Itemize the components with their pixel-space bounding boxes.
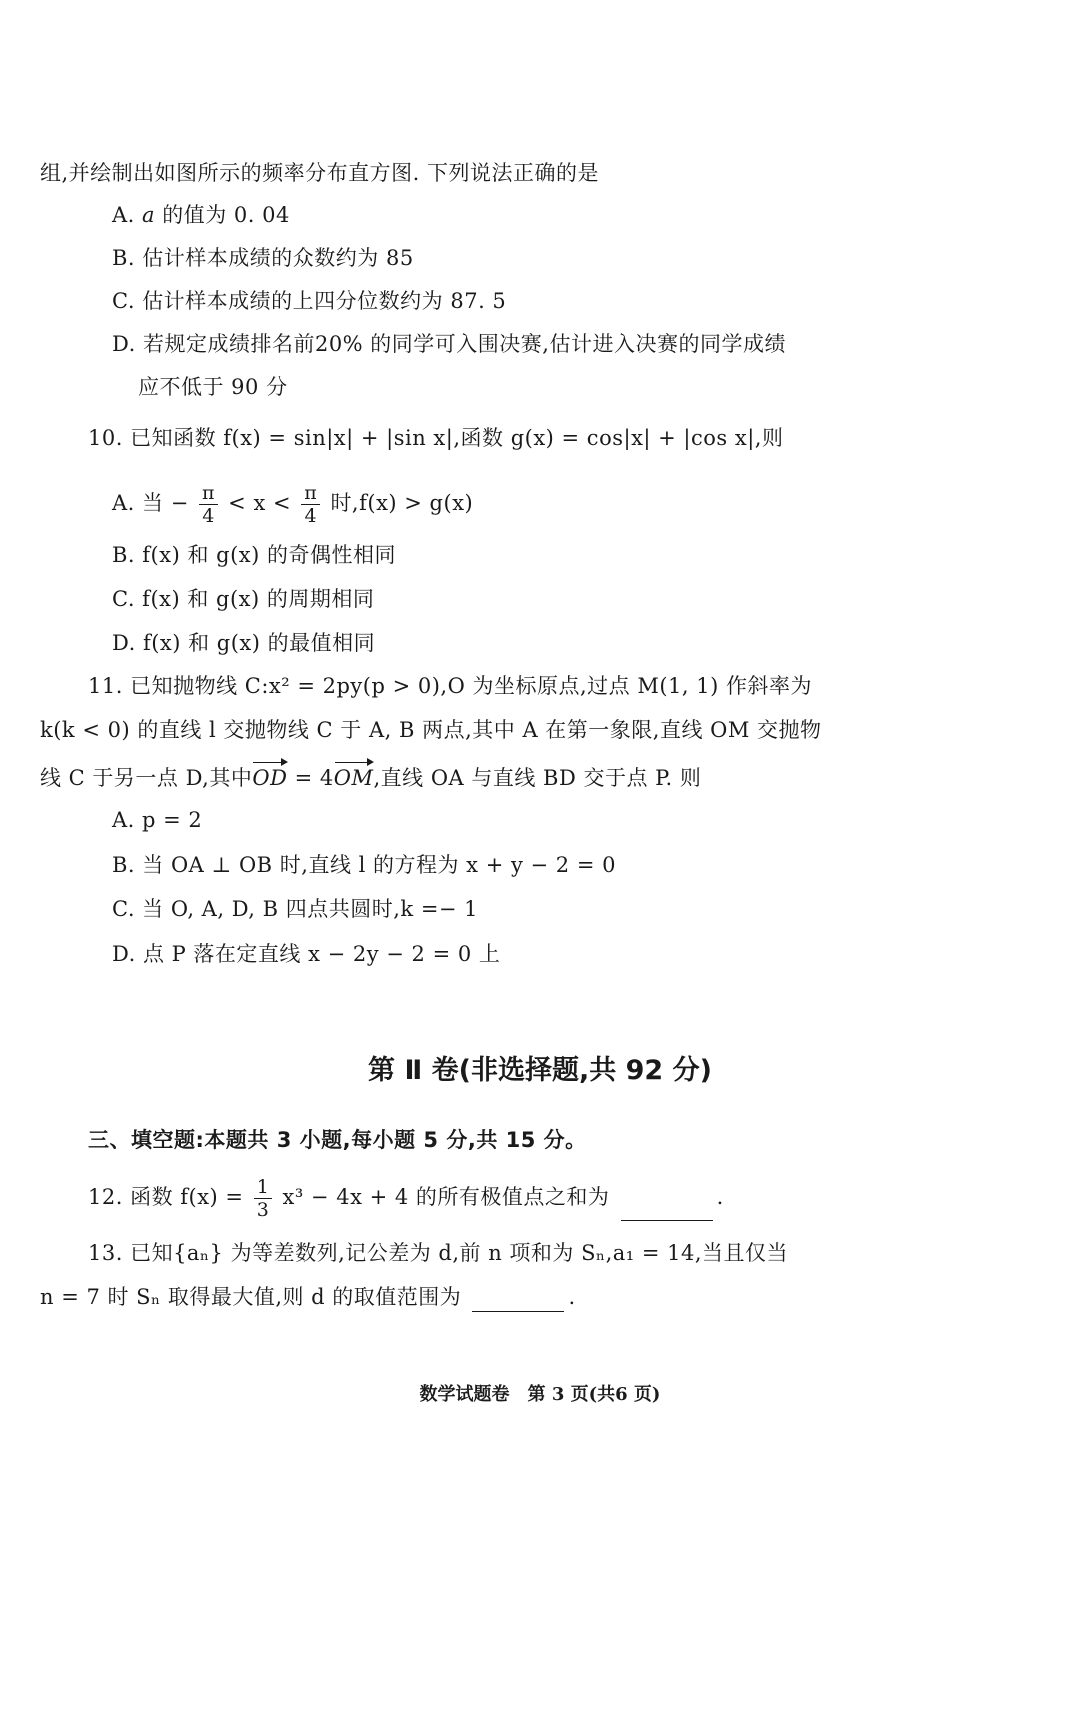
q12-frac-den: 3 [256,1199,270,1221]
q12-pre: 12. 函数 f(x) = [88,1185,244,1209]
q11-line-2: k(k < 0) 的直线 l 交抛物线 C 于 A, B 两点,其中 A 在第一象限,直线 OM 交抛物 [40,718,822,742]
q9-option-b-label: B. [112,246,136,270]
page-footer: 数学试题卷 第 3 页(共6 页) [419,1384,661,1405]
q10-option-d: D. f(x) 和 g(x) 的最值相同 [112,631,376,655]
q9-option-d-cont: 应不低于 90 分 [138,375,288,399]
q11-line-3-a: 线 C 于另一点 D,其中 [40,766,253,790]
q11-option-c: C. 当 O, A, D, B 四点共圆时,k =− 1 [112,897,479,921]
q10-frac1-den: 4 [202,505,215,527]
q10-frac2-den: 4 [304,505,318,527]
q10-option-b: B. f(x) 和 g(x) 的奇偶性相同 [112,543,396,567]
q9-option-b-text: 估计样本成绩的众数约为 85 [142,246,414,270]
q10-option-c: C. f(x) 和 g(x) 的周期相同 [112,587,375,611]
vector-od: OD [252,759,287,793]
section-title: 第 Ⅱ 卷(非选择题,共 92 分) [368,1055,712,1086]
q9-option-c [112,286,506,316]
q9-option-a-var: a [142,203,156,227]
vector-om: OM [334,759,374,793]
q10-option-a-tail: 时,f(x) > g(x) [330,491,474,515]
q9-stem-tail: 组,并绘制出如图所示的频率分布直方图. 下列说法正确的是 [40,161,600,185]
q9-option-d-text: 若规定成绩排名前20% 的同学可入围决赛,估计进入决赛的同学成绩 [142,332,786,356]
q10-frac1-num: π [199,482,218,505]
q11-line-3-b: = 4 [294,766,334,790]
q10-option-a-mid: < x < [228,491,292,515]
q11-option-d: D. 点 P 落在定直线 x − 2y − 2 = 0 上 [112,942,501,966]
q9-option-d [112,329,786,359]
q11-option-a: A. p = 2 [112,808,203,832]
q11-line-3-c: ,直线 OA 与直线 BD 交于点 P. 则 [373,766,702,790]
q12-frac-num: 1 [254,1176,273,1199]
q13-line-2-text: n = 7 时 Sₙ 取得最大值,则 d 的取值范围为 [40,1285,462,1309]
q10-stem: 10. 已知函数 f(x) = sin|x| + |sin x|,函数 g(x) = cos|x| + |cos x|,则 [88,426,784,450]
q10-option-a [112,482,473,527]
q12-fraction [254,1176,273,1221]
q11-line-3 [40,759,701,793]
q12-answer-blank[interactable] [621,1198,713,1221]
part3-heading: 三、填空题:本题共 3 小题,每小题 5 分,共 15 分。 [88,1128,587,1152]
q9-option-c-text: 估计样本成绩的上四分位数约为 87. 5 [142,289,507,313]
q10-option-a-label: A. 当 − [112,491,189,515]
q13-answer-blank[interactable] [472,1289,564,1312]
q9-option-a-text: 的值为 0. 04 [162,203,290,227]
q9-option-d-label: D. [112,332,136,356]
q9-option-a-label: A. [112,203,135,227]
q12 [88,1176,724,1221]
q10-fraction-1 [199,482,218,527]
q9-option-a [112,200,290,230]
q11-line-1: 11. 已知抛物线 C:x² = 2py(p > 0),O 为坐标原点,过点 M(1, 1) 作斜率为 [88,674,812,698]
q13-end: . [568,1285,576,1309]
q13-line-1: 13. 已知{aₙ} 为等差数列,记公差为 d,前 n 项和为 Sₙ,a₁ = 14,当且仅当 [88,1241,789,1265]
q12-post: x³ − 4x + 4 的所有极值点之和为 [282,1185,610,1209]
q9-option-b [112,243,414,273]
q9-option-c-label: C. [112,289,135,313]
q11-option-b: B. 当 OA ⊥ OB 时,直线 l 的方程为 x + y − 2 = 0 [112,853,616,877]
q10-frac2-num: π [301,482,320,505]
q10-fraction-2 [301,482,320,527]
q13-line-2 [40,1282,576,1312]
q12-end: . [716,1185,724,1209]
